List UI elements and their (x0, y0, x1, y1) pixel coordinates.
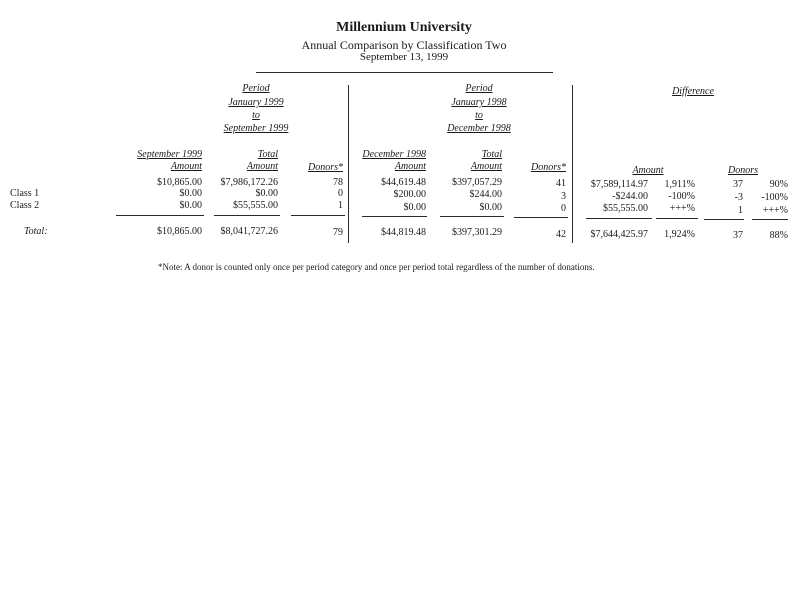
subtotal-rule (656, 218, 698, 219)
col-total1998-bottom: Amount (470, 161, 502, 172)
total-donors1999: 79 (333, 227, 343, 238)
report-date: September 13, 1999 (359, 51, 449, 63)
col-dec1998-bottom: Amount (394, 161, 426, 172)
cell-donors1998: 0 (561, 203, 566, 214)
period-1998-line: to (475, 110, 483, 121)
cell-total1999: $0.00 (255, 188, 278, 199)
total-diff-amount: $7,644,425.97 (590, 229, 648, 240)
cell-total1998: $244.00 (469, 189, 502, 200)
period-1999-line: to (252, 110, 260, 121)
subtotal-rule (291, 215, 345, 216)
column-separator (572, 85, 573, 243)
col-donors1999: Donors* (307, 162, 343, 173)
col-sep1999-top: September 1999 (137, 149, 202, 160)
cell-diff-donors-pct: -100% (761, 192, 788, 203)
subtotal-rule (586, 218, 652, 219)
cell-diff-amount: $7,589,114.97 (590, 179, 648, 190)
total-diff-amount-pct: 1,924% (664, 229, 695, 240)
total-diff-donors-pct: 88% (769, 230, 788, 241)
cell-diff-donors-pct: +++% (762, 205, 788, 216)
cell-donors1998: 41 (556, 178, 566, 189)
col-diff-donors: Donors (727, 165, 759, 176)
col-donors1998: Donors* (530, 162, 566, 173)
total-sep1999: $10,865.00 (157, 226, 202, 237)
period-1998-line: January 1998 (451, 97, 507, 108)
cell-diff-amount-pct: +++% (669, 203, 695, 214)
total-total1998: $397,301.29 (452, 227, 502, 238)
cell-total1998: $397,057.29 (452, 177, 502, 188)
row-label: Class 2 (10, 200, 40, 211)
subtotal-rule (214, 215, 280, 216)
cell-donors1999: 0 (338, 188, 343, 199)
total-donors1998: 42 (556, 229, 566, 240)
cell-total1999: $7,986,172.26 (220, 177, 278, 188)
cell-dec1998: $200.00 (393, 189, 426, 200)
cell-sep1999: $0.00 (179, 200, 202, 211)
cell-dec1998: $44,619.48 (381, 177, 426, 188)
col-sep1999-bottom: Amount (170, 161, 202, 172)
col-total1998-top: Total (481, 149, 502, 160)
cell-diff-amount-pct: 1,911% (664, 179, 695, 190)
cell-diff-donors: -3 (734, 192, 743, 203)
period-1999-line: Period (242, 83, 270, 94)
cell-total1998: $0.00 (479, 202, 502, 213)
cell-dec1998: $0.00 (403, 202, 426, 213)
cell-diff-donors-pct: 90% (769, 179, 788, 190)
cell-diff-donors: 37 (733, 179, 743, 190)
period-1999-line: January 1999 (228, 97, 284, 108)
subtotal-rule (116, 215, 204, 216)
difference-header: Difference (672, 86, 714, 97)
cell-donors1999: 1 (338, 200, 343, 211)
period-1998-line: Period (465, 83, 493, 94)
footnote: *Note: A donor is counted only once per period category and once per period total regardless of the number of donations. (158, 262, 595, 272)
cell-diff-amount-pct: -100% (668, 191, 695, 202)
cell-diff-amount: -$244.00 (612, 191, 648, 202)
total-diff-donors: 37 (733, 230, 743, 241)
row-label: Class 1 (10, 188, 40, 199)
period-1999-line: September 1999 (223, 123, 289, 134)
subtotal-rule (514, 217, 568, 218)
total-total1999: $8,041,727.26 (220, 226, 278, 237)
cell-diff-amount: $55,555.00 (603, 203, 648, 214)
col-total1999-bottom: Amount (246, 161, 278, 172)
cell-donors1998: 3 (561, 191, 566, 202)
report-title: Millennium University (336, 20, 472, 35)
col-diff-amount: Amount (632, 165, 664, 176)
cell-donors1999: 78 (333, 177, 343, 188)
total-label: Total: (24, 226, 48, 237)
subtotal-rule (362, 216, 427, 217)
period-1998-line: December 1998 (447, 123, 511, 134)
report-subtitle: Annual Comparison by Classification Two (301, 38, 507, 52)
header-rule (256, 72, 553, 73)
cell-total1999: $55,555.00 (233, 200, 278, 211)
col-total1999-top: Total (257, 149, 278, 160)
column-separator (348, 85, 349, 243)
cell-sep1999: $0.00 (179, 188, 202, 199)
subtotal-rule (752, 219, 788, 220)
subtotal-rule (440, 216, 504, 217)
total-dec1998: $44,819.48 (381, 227, 426, 238)
subtotal-rule (704, 219, 744, 220)
cell-diff-donors: 1 (738, 205, 743, 216)
col-dec1998-top: December 1998 (362, 149, 426, 160)
cell-sep1999: $10,865.00 (157, 177, 202, 188)
